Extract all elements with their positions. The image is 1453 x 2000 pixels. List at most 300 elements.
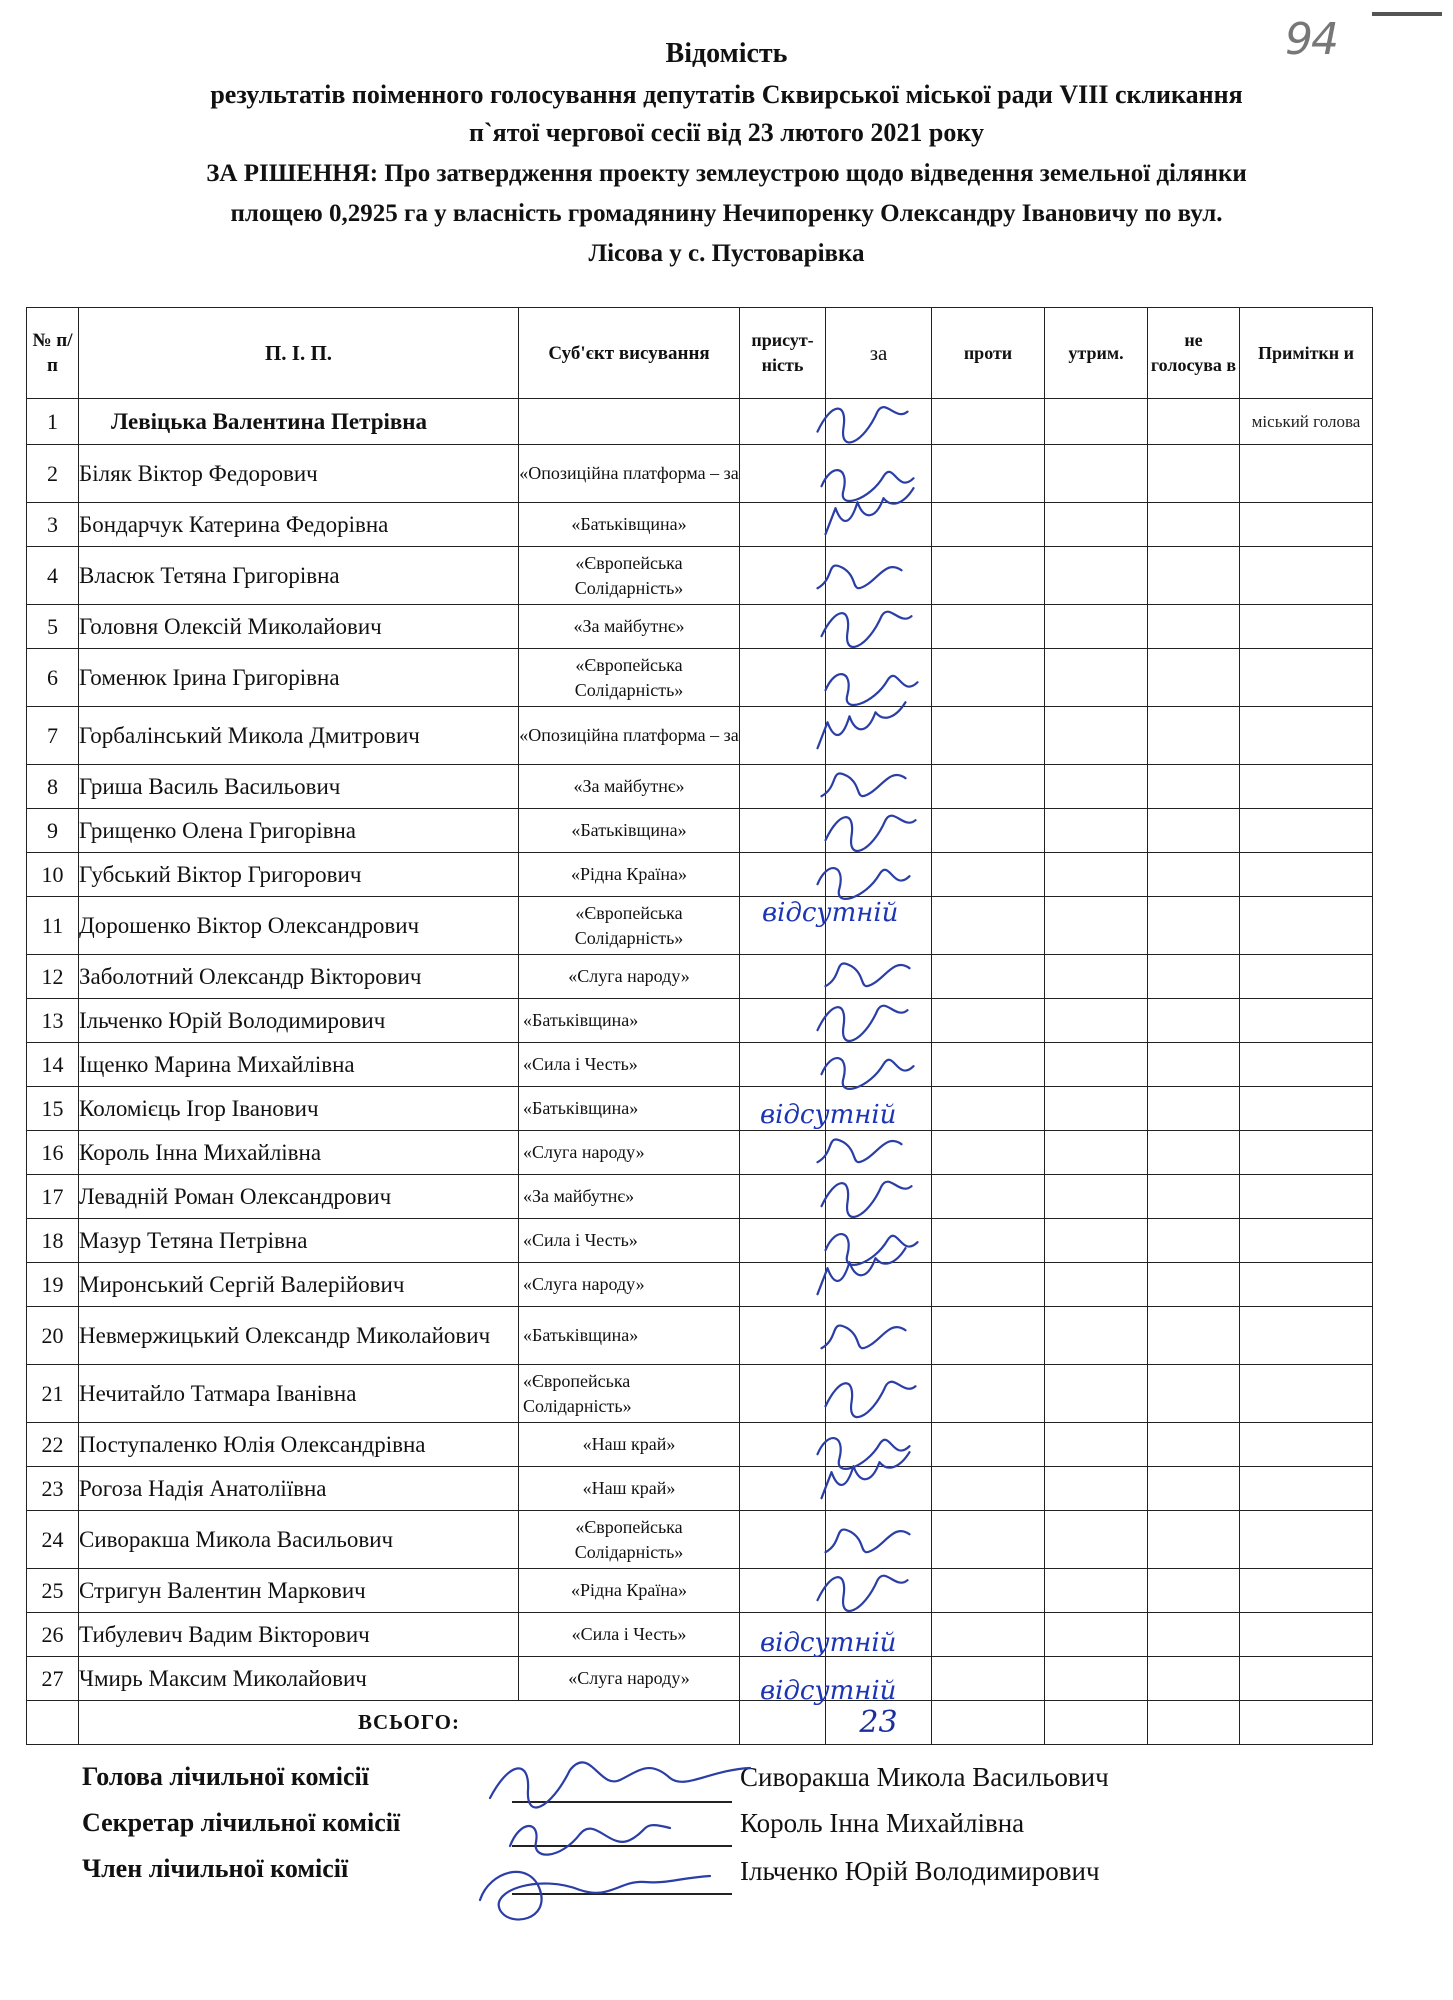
against-cell bbox=[932, 1365, 1045, 1423]
deputy-party bbox=[519, 399, 740, 445]
against-cell bbox=[932, 853, 1045, 897]
absent-note-row-15: відсутній bbox=[760, 1100, 897, 1130]
present-cell bbox=[740, 809, 826, 853]
row-number: 6 bbox=[27, 649, 79, 707]
row-number: 8 bbox=[27, 765, 79, 809]
deputy-party: «Батьківщина» bbox=[519, 503, 740, 547]
table-row bbox=[27, 503, 1373, 547]
deputy-name: Іщенко Марина Михайлівна bbox=[79, 1043, 519, 1087]
deputy-party: «Опозиційна платформа – за bbox=[519, 445, 740, 503]
total-not-voted-cell bbox=[1148, 1701, 1240, 1745]
abstain-cell bbox=[1045, 853, 1148, 897]
note-cell bbox=[1240, 1569, 1373, 1613]
present-cell bbox=[740, 1219, 826, 1263]
total-for-value: 23 bbox=[826, 1701, 932, 1745]
row-number: 12 bbox=[27, 955, 79, 999]
against-cell bbox=[932, 547, 1045, 605]
deputy-party: «За майбутнє» bbox=[519, 1175, 740, 1219]
abstain-cell bbox=[1045, 1423, 1148, 1467]
for-cell bbox=[826, 955, 932, 999]
abstain-cell bbox=[1045, 1219, 1148, 1263]
abstain-cell bbox=[1045, 445, 1148, 503]
signature-line bbox=[512, 1801, 732, 1803]
abstain-cell bbox=[1045, 649, 1148, 707]
against-cell bbox=[932, 1467, 1045, 1511]
total-empty-cell bbox=[27, 1701, 79, 1745]
against-cell bbox=[932, 399, 1045, 445]
against-cell bbox=[932, 1307, 1045, 1365]
not-voted-cell bbox=[1148, 1219, 1240, 1263]
deputy-party: «Слуга народу» bbox=[519, 1657, 740, 1701]
for-cell bbox=[826, 1219, 932, 1263]
not-voted-cell bbox=[1148, 649, 1240, 707]
note-cell bbox=[1240, 1175, 1373, 1219]
for-cell bbox=[826, 1569, 932, 1613]
note-cell: міський голова bbox=[1240, 399, 1373, 445]
abstain-cell bbox=[1045, 955, 1148, 999]
note-cell bbox=[1240, 1043, 1373, 1087]
not-voted-cell bbox=[1148, 707, 1240, 765]
document-subtitle-line-2: п`ятої чергової сесії від 23 лютого 2021 року bbox=[468, 118, 984, 147]
note-cell bbox=[1240, 1467, 1373, 1511]
for-cell bbox=[826, 853, 932, 897]
against-cell bbox=[932, 1219, 1045, 1263]
deputy-party: «Сила і Честь» bbox=[519, 1043, 740, 1087]
deputy-party: «Європейська Солідарність» bbox=[519, 1511, 740, 1569]
decision-line-2: площею 0,2925 га у власність громадянину Нечипоренку Олександру Івановичу по вул. bbox=[230, 200, 1223, 227]
not-voted-cell bbox=[1148, 999, 1240, 1043]
table-row bbox=[27, 649, 1373, 707]
deputy-party: «Наш край» bbox=[519, 1423, 740, 1467]
present-cell bbox=[740, 1423, 826, 1467]
not-voted-cell bbox=[1148, 1307, 1240, 1365]
row-number: 23 bbox=[27, 1467, 79, 1511]
table-row bbox=[27, 1219, 1373, 1263]
deputy-name: Рогоза Надія Анатоліївна bbox=[79, 1467, 519, 1511]
abstain-cell bbox=[1045, 1569, 1148, 1613]
against-cell bbox=[932, 1613, 1045, 1657]
abstain-cell bbox=[1045, 605, 1148, 649]
abstain-cell bbox=[1045, 897, 1148, 955]
table-row bbox=[27, 809, 1373, 853]
note-cell bbox=[1240, 547, 1373, 605]
row-number: 2 bbox=[27, 445, 79, 503]
not-voted-cell bbox=[1148, 1263, 1240, 1307]
deputy-name: Тибулевич Вадим Вікторович bbox=[79, 1613, 519, 1657]
not-voted-cell bbox=[1148, 1043, 1240, 1087]
not-voted-cell bbox=[1148, 1613, 1240, 1657]
not-voted-cell bbox=[1148, 1365, 1240, 1423]
present-cell bbox=[740, 1131, 826, 1175]
abstain-cell bbox=[1045, 1307, 1148, 1365]
note-cell bbox=[1240, 649, 1373, 707]
note-cell bbox=[1240, 707, 1373, 765]
table-row bbox=[27, 445, 1373, 503]
document-subtitle-line-1: результатів поіменного голосування депутатів Сквирської міської ради VIII скликання bbox=[210, 80, 1243, 109]
not-voted-cell bbox=[1148, 1423, 1240, 1467]
for-cell bbox=[826, 605, 932, 649]
abstain-cell bbox=[1045, 1175, 1148, 1219]
for-cell bbox=[826, 999, 932, 1043]
voting-table bbox=[26, 307, 1373, 1745]
not-voted-cell bbox=[1148, 1131, 1240, 1175]
against-cell bbox=[932, 1131, 1045, 1175]
column-header-against: проти bbox=[932, 308, 1045, 399]
for-cell bbox=[826, 399, 932, 445]
row-number: 10 bbox=[27, 853, 79, 897]
present-cell bbox=[740, 1365, 826, 1423]
table-row bbox=[27, 1043, 1373, 1087]
row-number: 3 bbox=[27, 503, 79, 547]
not-voted-cell bbox=[1148, 955, 1240, 999]
deputy-name: Нечитайло Татмара Іванівна bbox=[79, 1365, 519, 1423]
note-cell bbox=[1240, 445, 1373, 503]
deputy-party: «Європейська Солідарність» bbox=[519, 649, 740, 707]
present-cell bbox=[740, 1467, 826, 1511]
total-label: ВСЬОГО: bbox=[79, 1701, 740, 1745]
deputy-name: Сиворакша Микола Васильович bbox=[79, 1511, 519, 1569]
deputy-party: «За майбутнє» bbox=[519, 765, 740, 809]
not-voted-cell bbox=[1148, 547, 1240, 605]
table-row bbox=[27, 999, 1373, 1043]
column-header-not-voted: не голосува в bbox=[1148, 308, 1240, 399]
row-number: 25 bbox=[27, 1569, 79, 1613]
row-number: 16 bbox=[27, 1131, 79, 1175]
present-cell bbox=[740, 399, 826, 445]
abstain-cell bbox=[1045, 1087, 1148, 1131]
present-cell bbox=[740, 999, 826, 1043]
commission-signatures bbox=[470, 1750, 770, 1930]
present-cell bbox=[740, 605, 826, 649]
present-cell bbox=[740, 1307, 826, 1365]
against-cell bbox=[932, 1423, 1045, 1467]
note-cell bbox=[1240, 853, 1373, 897]
deputy-party: «Слуга народу» bbox=[519, 1263, 740, 1307]
deputy-party: «Сила і Честь» bbox=[519, 1219, 740, 1263]
deputy-party: «Європейська Солідарність» bbox=[519, 1365, 740, 1423]
not-voted-cell bbox=[1148, 1175, 1240, 1219]
deputy-party: «Батьківщина» bbox=[519, 999, 740, 1043]
deputy-name: Заболотний Олександр Вікторович bbox=[79, 955, 519, 999]
for-cell bbox=[826, 1263, 932, 1307]
against-cell bbox=[932, 503, 1045, 547]
present-cell bbox=[740, 955, 826, 999]
present-cell bbox=[740, 445, 826, 503]
absent-note-row-11: відсутній bbox=[762, 898, 899, 928]
decision-line-3: Лісова у с. Пустоварівка bbox=[588, 240, 865, 267]
against-cell bbox=[932, 1657, 1045, 1701]
abstain-cell bbox=[1045, 1365, 1148, 1423]
for-cell bbox=[826, 1307, 932, 1365]
deputy-name: Невмержицький Олександр Миколайович bbox=[79, 1307, 519, 1365]
not-voted-cell bbox=[1148, 605, 1240, 649]
against-cell bbox=[932, 605, 1045, 649]
not-voted-cell bbox=[1148, 1087, 1240, 1131]
abstain-cell bbox=[1045, 399, 1148, 445]
column-header-abstain: утрим. bbox=[1045, 308, 1148, 399]
present-cell bbox=[740, 1263, 826, 1307]
abstain-cell bbox=[1045, 503, 1148, 547]
present-cell bbox=[740, 503, 826, 547]
deputy-name: Ільченко Юрій Володимирович bbox=[79, 999, 519, 1043]
row-number: 27 bbox=[27, 1657, 79, 1701]
deputy-party: «Батьківщина» bbox=[519, 809, 740, 853]
present-cell bbox=[740, 765, 826, 809]
table-row bbox=[27, 1263, 1373, 1307]
abstain-cell bbox=[1045, 1511, 1148, 1569]
row-number: 26 bbox=[27, 1613, 79, 1657]
deputy-name: Гоменюк Ірина Григорівна bbox=[79, 649, 519, 707]
row-number: 22 bbox=[27, 1423, 79, 1467]
absent-note-row-27: відсутній bbox=[760, 1676, 897, 1706]
abstain-cell bbox=[1045, 707, 1148, 765]
not-voted-cell bbox=[1148, 809, 1240, 853]
commission-secretary-signature bbox=[510, 1825, 670, 1855]
present-cell bbox=[740, 1043, 826, 1087]
row-number: 15 bbox=[27, 1087, 79, 1131]
present-cell bbox=[740, 853, 826, 897]
present-cell bbox=[740, 707, 826, 765]
deputy-name: Король Інна Михайлівна bbox=[79, 1131, 519, 1175]
total-against-cell bbox=[932, 1701, 1045, 1745]
row-number: 5 bbox=[27, 605, 79, 649]
deputy-name: Головня Олексій Миколайович bbox=[79, 605, 519, 649]
against-cell bbox=[932, 809, 1045, 853]
against-cell bbox=[932, 765, 1045, 809]
commission-secretary-name: Король Інна Михайлівна bbox=[740, 1808, 1025, 1838]
table-row bbox=[27, 1613, 1373, 1657]
note-cell bbox=[1240, 1219, 1373, 1263]
against-cell bbox=[932, 445, 1045, 503]
table-row bbox=[27, 1175, 1373, 1219]
against-cell bbox=[932, 1175, 1045, 1219]
not-voted-cell bbox=[1148, 399, 1240, 445]
deputy-party: «Опозиційна платформа – за bbox=[519, 707, 740, 765]
row-number: 13 bbox=[27, 999, 79, 1043]
row-number: 24 bbox=[27, 1511, 79, 1569]
present-cell bbox=[740, 1175, 826, 1219]
not-voted-cell bbox=[1148, 1657, 1240, 1701]
for-cell bbox=[826, 809, 932, 853]
deputy-name: Стригун Валентин Маркович bbox=[79, 1569, 519, 1613]
note-cell bbox=[1240, 1657, 1373, 1701]
note-cell bbox=[1240, 1307, 1373, 1365]
note-cell bbox=[1240, 765, 1373, 809]
against-cell bbox=[932, 1511, 1045, 1569]
deputy-name: Поступаленко Юлія Олександрівна bbox=[79, 1423, 519, 1467]
column-header-party: Суб'єкт висування bbox=[519, 308, 740, 399]
abstain-cell bbox=[1045, 1657, 1148, 1701]
row-number: 19 bbox=[27, 1263, 79, 1307]
row-number: 11 bbox=[27, 897, 79, 955]
deputy-party: «За майбутнє» bbox=[519, 605, 740, 649]
row-number: 7 bbox=[27, 707, 79, 765]
for-cell bbox=[826, 1043, 932, 1087]
deputy-party: «Батьківщина» bbox=[519, 1087, 740, 1131]
deputy-party: «Наш край» bbox=[519, 1467, 740, 1511]
row-number: 9 bbox=[27, 809, 79, 853]
commission-head-name: Сиворакша Микола Васильович bbox=[740, 1762, 1109, 1792]
table-row bbox=[27, 707, 1373, 765]
signature-line bbox=[512, 1845, 732, 1847]
table-header-row bbox=[27, 308, 1373, 399]
total-row bbox=[27, 1701, 1373, 1745]
present-cell bbox=[740, 1569, 826, 1613]
deputy-name: Губський Віктор Григорович bbox=[79, 853, 519, 897]
for-cell bbox=[826, 707, 932, 765]
table-row bbox=[27, 605, 1373, 649]
not-voted-cell bbox=[1148, 853, 1240, 897]
for-cell bbox=[826, 1511, 932, 1569]
for-cell bbox=[826, 445, 932, 503]
row-number: 21 bbox=[27, 1365, 79, 1423]
not-voted-cell bbox=[1148, 765, 1240, 809]
present-cell bbox=[740, 1511, 826, 1569]
for-cell bbox=[826, 1131, 932, 1175]
note-cell bbox=[1240, 809, 1373, 853]
column-header-for: за bbox=[826, 308, 932, 399]
row-number: 17 bbox=[27, 1175, 79, 1219]
deputy-name: Власюк Тетяна Григорівна bbox=[79, 547, 519, 605]
signature-line bbox=[512, 1893, 732, 1895]
decision-line-1: ЗА РІШЕННЯ: Про затвердження проекту землеустрою щодо відведення земельної ділянки bbox=[206, 160, 1247, 187]
for-cell bbox=[826, 1175, 932, 1219]
table-row bbox=[27, 765, 1373, 809]
deputy-party: «Європейська Солідарність» bbox=[519, 897, 740, 955]
table-row bbox=[27, 1423, 1373, 1467]
commission-member-label: Член лічильної комісії bbox=[82, 1854, 349, 1883]
present-cell bbox=[740, 547, 826, 605]
note-cell bbox=[1240, 605, 1373, 649]
row-number: 18 bbox=[27, 1219, 79, 1263]
abstain-cell bbox=[1045, 999, 1148, 1043]
total-present-cell bbox=[740, 1701, 826, 1745]
against-cell bbox=[932, 1087, 1045, 1131]
not-voted-cell bbox=[1148, 897, 1240, 955]
voting-table-body bbox=[27, 399, 1373, 1701]
against-cell bbox=[932, 1263, 1045, 1307]
deputy-name: Левіцька Валентина Петрівна bbox=[79, 399, 519, 445]
column-header-num: № п/п bbox=[27, 308, 79, 399]
deputy-name: Біляк Віктор Федорович bbox=[79, 445, 519, 503]
note-cell bbox=[1240, 1613, 1373, 1657]
deputy-party: «Рідна Країна» bbox=[519, 1569, 740, 1613]
deputy-name: Горбалінський Микола Дмитрович bbox=[79, 707, 519, 765]
against-cell bbox=[932, 649, 1045, 707]
note-cell bbox=[1240, 955, 1373, 999]
for-cell bbox=[826, 649, 932, 707]
deputy-party: «Слуга народу» bbox=[519, 1131, 740, 1175]
deputy-name: Чмирь Максим Миколайович bbox=[79, 1657, 519, 1701]
deputy-party: «Сила і Честь» bbox=[519, 1613, 740, 1657]
against-cell bbox=[932, 897, 1045, 955]
commission-secretary-label: Секретар лічильної комісії bbox=[82, 1808, 401, 1837]
column-header-name: П. І. П. bbox=[79, 308, 519, 399]
page-number: 94 bbox=[1285, 14, 1337, 65]
for-cell bbox=[826, 547, 932, 605]
deputy-name: Мазур Тетяна Петрівна bbox=[79, 1219, 519, 1263]
against-cell bbox=[932, 1043, 1045, 1087]
row-number: 4 bbox=[27, 547, 79, 605]
table-row bbox=[27, 853, 1373, 897]
table-row bbox=[27, 547, 1373, 605]
total-note-cell bbox=[1240, 1701, 1373, 1745]
deputy-name: Миронський Сергій Валерійович bbox=[79, 1263, 519, 1307]
against-cell bbox=[932, 955, 1045, 999]
abstain-cell bbox=[1045, 1131, 1148, 1175]
deputy-party: «Батьківщина» bbox=[519, 1307, 740, 1365]
note-cell bbox=[1240, 1365, 1373, 1423]
commission-member-signature bbox=[480, 1872, 710, 1920]
table-row bbox=[27, 1569, 1373, 1613]
note-cell bbox=[1240, 1131, 1373, 1175]
for-cell bbox=[826, 1423, 932, 1467]
against-cell bbox=[932, 707, 1045, 765]
commission-member-name: Ільченко Юрій Володимирович bbox=[740, 1856, 1100, 1886]
table-row bbox=[27, 1511, 1373, 1569]
for-cell bbox=[826, 503, 932, 547]
abstain-cell bbox=[1045, 1467, 1148, 1511]
abstain-cell bbox=[1045, 765, 1148, 809]
total-abstain-cell bbox=[1045, 1701, 1148, 1745]
abstain-cell bbox=[1045, 1613, 1148, 1657]
deputy-name: Грищенко Олена Григорівна bbox=[79, 809, 519, 853]
commission-head-label: Голова лічильної комісії bbox=[82, 1762, 369, 1791]
note-cell bbox=[1240, 897, 1373, 955]
not-voted-cell bbox=[1148, 1467, 1240, 1511]
table-row bbox=[27, 1087, 1373, 1131]
abstain-cell bbox=[1045, 547, 1148, 605]
deputy-name: Бондарчук Катерина Федорівна bbox=[79, 503, 519, 547]
table-row bbox=[27, 1365, 1373, 1423]
deputy-name: Дорошенко Віктор Олександрович bbox=[79, 897, 519, 955]
deputy-party: «Рідна Країна» bbox=[519, 853, 740, 897]
table-row bbox=[27, 897, 1373, 955]
for-cell bbox=[826, 765, 932, 809]
note-cell bbox=[1240, 503, 1373, 547]
table-row bbox=[27, 1657, 1373, 1701]
deputy-name: Левадній Роман Олександрович bbox=[79, 1175, 519, 1219]
deputy-name: Гриша Василь Васильович bbox=[79, 765, 519, 809]
table-row bbox=[27, 399, 1373, 445]
note-cell bbox=[1240, 1263, 1373, 1307]
deputy-party: «Європейська Солідарність» bbox=[519, 547, 740, 605]
column-header-note: Приміткн и bbox=[1240, 308, 1373, 399]
note-cell bbox=[1240, 999, 1373, 1043]
against-cell bbox=[932, 999, 1045, 1043]
abstain-cell bbox=[1045, 809, 1148, 853]
row-number: 14 bbox=[27, 1043, 79, 1087]
against-cell bbox=[932, 1569, 1045, 1613]
abstain-cell bbox=[1045, 1263, 1148, 1307]
not-voted-cell bbox=[1148, 1569, 1240, 1613]
abstain-cell bbox=[1045, 1043, 1148, 1087]
not-voted-cell bbox=[1148, 1511, 1240, 1569]
not-voted-cell bbox=[1148, 503, 1240, 547]
absent-note-row-26: відсутній bbox=[760, 1628, 897, 1658]
table-row bbox=[27, 1131, 1373, 1175]
table-row bbox=[27, 1467, 1373, 1511]
for-cell bbox=[826, 1467, 932, 1511]
not-voted-cell bbox=[1148, 445, 1240, 503]
deputy-party: «Слуга народу» bbox=[519, 955, 740, 999]
note-cell bbox=[1240, 1511, 1373, 1569]
document-title: Відомість bbox=[665, 38, 788, 69]
table-row bbox=[27, 955, 1373, 999]
deputy-name: Коломієць Ігор Іванович bbox=[79, 1087, 519, 1131]
for-cell bbox=[826, 1365, 932, 1423]
note-cell bbox=[1240, 1087, 1373, 1131]
